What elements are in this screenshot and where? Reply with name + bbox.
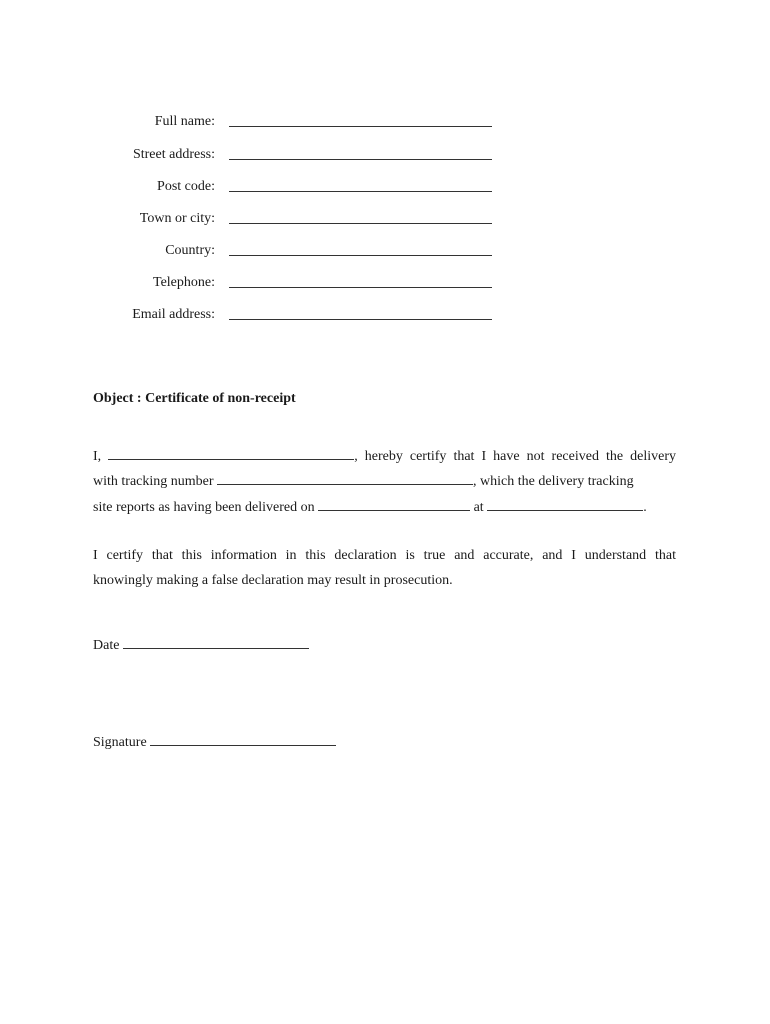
telephone-label: Telephone: [153,275,215,290]
signature-row [93,732,336,753]
date-row [93,635,309,656]
certification-line-2 [93,471,634,492]
certification-line-1 [93,446,676,467]
tracking-text: , which the delivery tracking [473,474,634,489]
full-name-field[interactable] [229,126,492,127]
country-row [0,241,770,261]
email-address-label: Email address: [132,307,215,322]
line-end-period: . [643,500,647,515]
telephone-row [0,273,770,293]
tracking-number-field[interactable] [217,471,473,485]
certification-prefix: I, [93,449,102,464]
full-name-row [0,112,770,132]
declaration-line-1: I certify that this information in this declaration is true and accurate, and I understand that [93,548,676,563]
post-code-field[interactable] [229,191,492,192]
delivery-date-field[interactable] [318,497,470,511]
street-address-row [0,145,770,165]
country-label: Country: [165,243,215,258]
signature-field[interactable] [150,732,336,746]
full-name-label: Full name: [154,114,215,129]
email-address-row [0,305,770,325]
street-address-field[interactable] [229,159,492,160]
telephone-field[interactable] [229,287,492,288]
delivered-at-label: at [473,500,484,515]
town-city-field[interactable] [229,223,492,224]
certification-text: , hereby certify that I have not received the delivery [354,449,677,464]
tracking-number-label: with tracking number [93,474,214,489]
delivery-time-field[interactable] [487,497,643,511]
town-city-row [0,209,770,229]
email-address-field[interactable] [229,319,492,320]
certification-line-3 [93,497,647,518]
delivered-on-label: site reports as having been delivered on [93,500,315,515]
country-field[interactable] [229,255,492,256]
town-city-label: Town or city: [139,211,215,226]
certifier-name-field[interactable] [108,446,354,460]
declaration-line-2: knowingly making a false declaration may result in prosecution. [93,573,453,588]
date-field[interactable] [123,635,309,649]
post-code-label: Post code: [157,179,215,194]
street-address-label: Street address: [132,147,215,162]
date-label: Date [93,638,120,653]
object-heading: Object : Certificate of non-receipt [93,391,296,406]
post-code-row [0,177,770,197]
signature-label: Signature [93,735,147,750]
